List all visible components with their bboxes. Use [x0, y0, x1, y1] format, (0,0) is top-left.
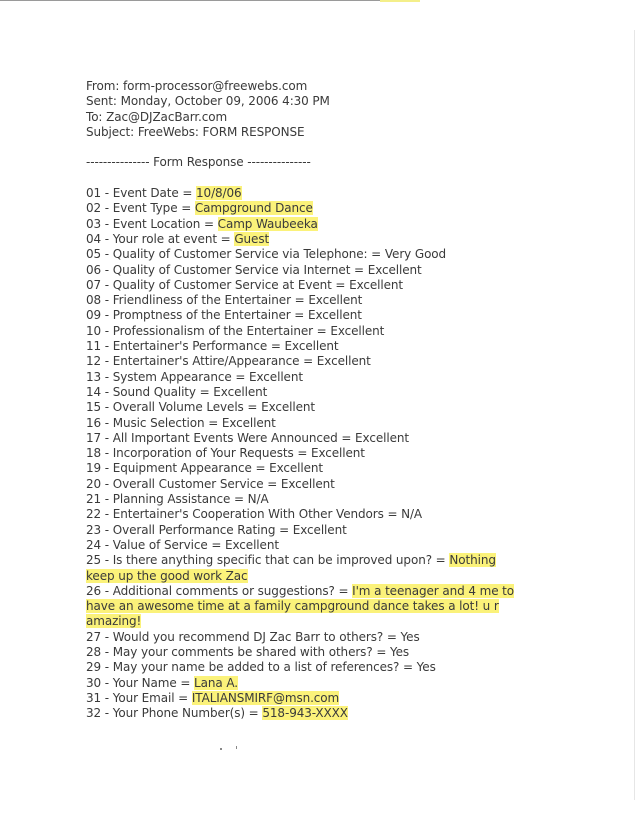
response-item: [86, 492, 606, 507]
response-value: I'm a teenager and 4 me to have an awesome time at a family campground dance takes a lot! u r amazing!: [86, 583, 515, 629]
scan-speck: [236, 746, 237, 749]
response-value: Excellent: [249, 369, 303, 384]
response-label: 07 - Quality of Customer Service at Event =: [86, 277, 350, 292]
response-label: 04 - Your role at event =: [86, 231, 235, 246]
response-item: [86, 385, 606, 400]
email-document: [86, 79, 606, 721]
response-value: Excellent: [225, 537, 279, 552]
response-value: Yes: [389, 644, 410, 659]
response-label: 20 - Overall Customer Service =: [86, 476, 281, 491]
response-label: 02 - Event Type =: [86, 201, 195, 216]
scan-border-right: [634, 30, 635, 800]
response-value: Excellent: [280, 476, 335, 491]
response-item: [86, 431, 606, 446]
response-value: Excellent: [261, 400, 316, 415]
response-item: [86, 446, 606, 461]
response-label: 17 - All Important Events Were Announced =: [86, 430, 356, 445]
response-label: 15 - Overall Volume Levels =: [86, 400, 262, 415]
scan-border-top: [0, 0, 380, 1]
response-item: [86, 263, 606, 278]
response-label: 03 - Event Location =: [86, 216, 218, 231]
response-label: 13 - System Appearance =: [86, 369, 250, 384]
response-label: 31 - Your Email =: [86, 690, 192, 705]
scan-highlight-mark: [380, 0, 420, 2]
response-item: [86, 645, 606, 660]
form-responses-list: [86, 186, 606, 721]
response-label: 25 - Is there anything specific that can be improved upon? =: [86, 553, 450, 568]
response-item: [86, 278, 606, 293]
response-item: [86, 630, 606, 645]
response-item: [86, 293, 606, 308]
response-value: 10/8/06: [196, 186, 242, 201]
response-value: N/A: [401, 507, 423, 522]
form-response-title: --------------- Form Response ---------------: [86, 155, 311, 170]
response-label: 27 - Would you recommend DJ Zac Barr to others? =: [86, 629, 401, 644]
response-value: Excellent: [311, 446, 365, 461]
response-item: [86, 186, 606, 201]
response-value: Excellent: [307, 308, 362, 323]
response-value: Yes: [400, 629, 420, 644]
response-value: Excellent: [284, 339, 339, 354]
response-item: [86, 706, 606, 721]
response-label: 19 - Equipment Appearance =: [86, 461, 270, 476]
response-label: 10 - Professionalism of the Entertainer =: [86, 323, 331, 338]
response-value: Excellent: [269, 461, 324, 476]
response-label: 30 - Your Name =: [86, 675, 195, 690]
response-item: [86, 676, 606, 691]
response-value: Guest: [234, 231, 270, 246]
response-value: Very Good: [384, 247, 447, 262]
response-label: 32 - Your Phone Number(s) =: [86, 706, 263, 721]
response-value: Excellent: [330, 323, 385, 338]
response-label: 18 - Incorporation of Your Requests =: [86, 446, 311, 461]
response-item: [86, 201, 606, 216]
response-value: Excellent: [349, 277, 404, 292]
response-value: Excellent: [213, 384, 268, 399]
response-item: [86, 507, 606, 522]
response-item: [86, 660, 606, 675]
response-item: [86, 538, 606, 553]
response-label: 14 - Sound Quality =: [86, 384, 214, 399]
response-item: [86, 354, 606, 369]
response-item: [86, 247, 606, 262]
response-value: Excellent: [292, 522, 347, 537]
response-value: Lana A.: [194, 675, 238, 690]
response-item: [86, 339, 606, 354]
response-item: [86, 308, 606, 323]
response-label: 06 - Quality of Customer Service via Internet =: [86, 262, 368, 277]
response-value: Excellent: [367, 262, 422, 277]
subject-line: Subject: FreeWebs: FORM RESPONSE: [86, 124, 305, 139]
response-item: [86, 584, 518, 630]
response-label: 24 - Value of Service =: [86, 537, 226, 552]
response-item: [86, 324, 606, 339]
response-label: 08 - Friendliness of the Entertainer =: [86, 293, 309, 308]
response-value: Yes: [416, 660, 436, 675]
email-header: [86, 79, 606, 140]
response-label: 01 - Event Date =: [86, 186, 196, 201]
response-item: [86, 461, 606, 476]
response-value: Excellent: [221, 415, 276, 430]
response-item: [86, 523, 606, 538]
scan-speck: [220, 748, 222, 750]
to-line: To: Zac@DJZacBarr.com: [86, 109, 228, 124]
response-value: 518-943-XXXX: [262, 706, 348, 721]
response-label: 11 - Entertainer's Performance =: [86, 339, 285, 354]
response-label: 12 - Entertainer's Attire/Appearance =: [86, 354, 317, 369]
response-label: 22 - Entertainer's Cooperation With Other Vendors =: [86, 507, 402, 522]
response-label: 09 - Promptness of the Entertainer =: [86, 308, 308, 323]
response-value: N/A: [247, 492, 269, 507]
response-label: 16 - Music Selection =: [86, 415, 222, 430]
response-label: 05 - Quality of Customer Service via Telephone: =: [86, 247, 385, 262]
response-label: 28 - May your comments be shared with others? =: [86, 644, 390, 659]
response-value: Excellent: [308, 293, 363, 308]
response-item: [86, 416, 606, 431]
response-label: 23 - Overall Performance Rating =: [86, 522, 293, 537]
response-item: [86, 232, 606, 247]
response-item: [86, 477, 606, 492]
response-value: Camp Waubeeka: [217, 216, 318, 231]
response-value: Excellent: [316, 354, 371, 369]
response-value: Campground Dance: [194, 201, 313, 216]
sent-line: Sent: Monday, October 09, 2006 4:30 PM: [86, 94, 330, 109]
response-value: Nothing keep up the good work Zac: [86, 553, 496, 583]
response-item: [86, 400, 606, 415]
response-item: [86, 217, 606, 232]
response-item: [86, 691, 606, 706]
from-line: From: form-processor@freewebs.com: [86, 79, 308, 93]
response-label: 21 - Planning Assistance =: [86, 492, 248, 507]
response-value: Excellent: [355, 430, 409, 445]
response-item: [86, 370, 606, 385]
response-item: [86, 553, 506, 584]
response-label: 29 - May your name be added to a list of references? =: [86, 660, 417, 675]
response-label: 26 - Additional comments or suggestions? =: [86, 583, 353, 598]
response-value: ITALIANSMIRF@msn.com: [191, 690, 340, 705]
